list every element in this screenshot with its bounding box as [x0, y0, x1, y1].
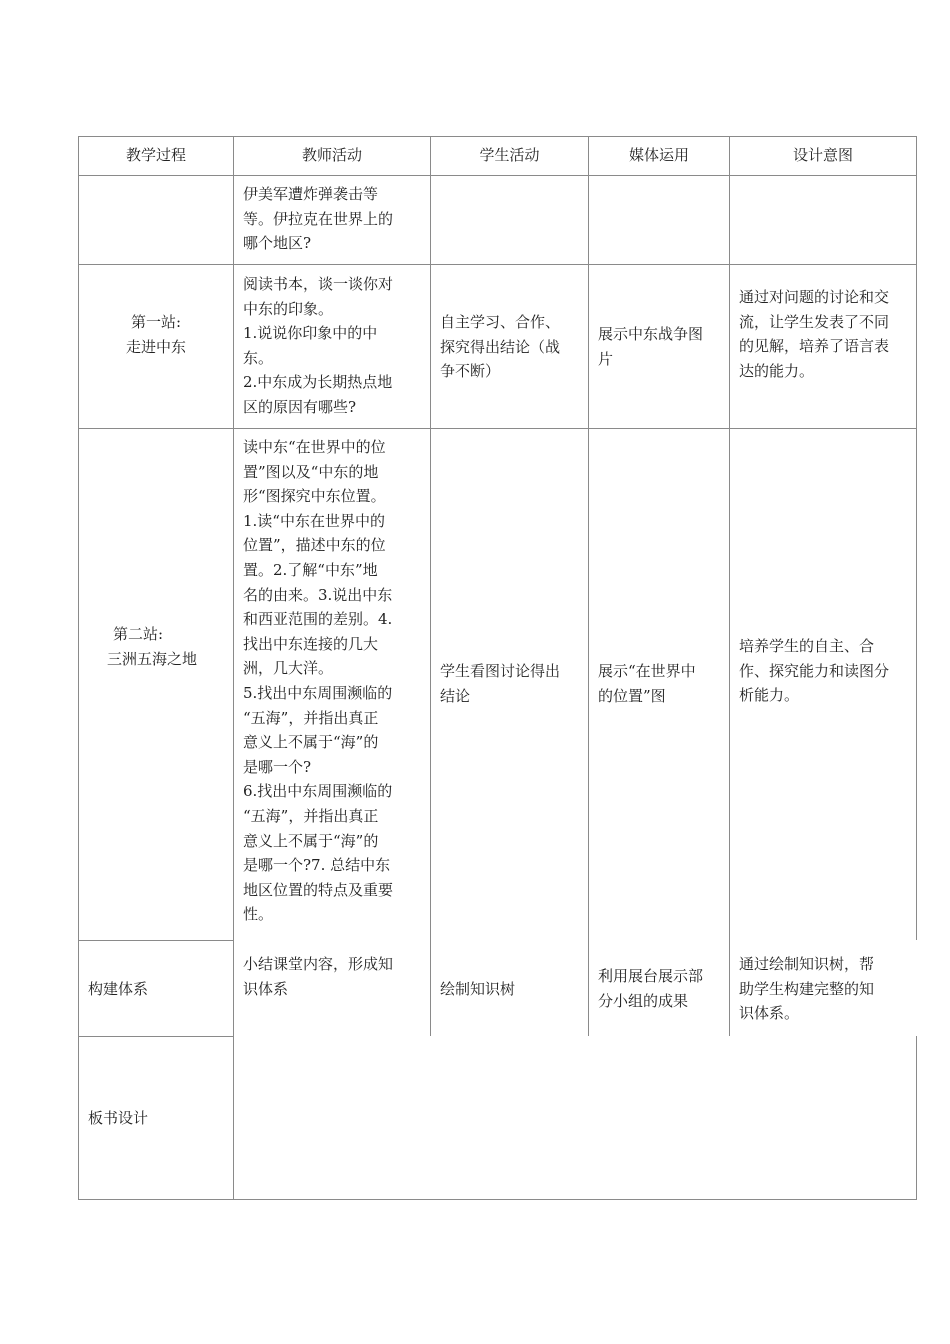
text-line: 板书设计 — [88, 1109, 149, 1127]
row2-student-activity — [440, 310, 585, 384]
row4-teacher-activity — [243, 952, 425, 1001]
text-line: 分小组的成果 — [598, 991, 689, 1010]
row3-stage-divider — [78, 940, 233, 941]
text-line: 识体系。 — [739, 1004, 800, 1023]
text-line: 1.读“中东在世界中的 — [243, 511, 385, 530]
text-line: 意义上不属于“海”的 — [243, 831, 379, 850]
text-line: 东。 — [243, 348, 274, 367]
table-border-top — [78, 136, 917, 137]
row1-teacher-activity — [243, 182, 423, 256]
text-line: 读中东“在世界中的位 — [243, 438, 386, 456]
text-line: “五海”，并指出真正 — [243, 708, 379, 727]
text-line: 达的能力。 — [739, 361, 815, 380]
row2-divider — [78, 428, 917, 429]
row1-divider — [78, 264, 917, 265]
text-line: 意义上不属于“海”的 — [243, 733, 379, 752]
text-line: 区的原因有哪些? — [243, 397, 357, 416]
text-line: 是哪一个?7. 总结中东 — [243, 856, 391, 875]
text-line: 作、探究能力和读图分 — [739, 661, 890, 680]
text-line: 自主学习、合作、 — [440, 313, 561, 331]
row4-divider — [78, 1036, 233, 1037]
text-line: 6.找出中东周围濒临的 — [243, 782, 393, 801]
text-line: 小结课堂内容，形成知 — [243, 955, 394, 973]
text-line: 三洲五海之地 — [107, 649, 198, 668]
text-line: 的见解，培养了语言表 — [739, 337, 890, 356]
table-border-left — [78, 136, 79, 1200]
header-student-activity: 学生活动 — [479, 146, 540, 164]
header-media-use: 媒体运用 — [628, 146, 689, 164]
text-line: 流，让学生发表了不同 — [739, 312, 890, 331]
text-line: 片 — [598, 349, 614, 368]
blackboard-design-area — [234, 1037, 916, 1199]
text-line: 性。 — [243, 905, 274, 924]
col2-divider — [430, 136, 431, 1036]
row4-media-use — [598, 964, 726, 1013]
text-line: 的位置”图 — [598, 686, 666, 705]
text-line: 展示“在世界中 — [598, 662, 696, 680]
text-line: “五海”，并指出真正 — [243, 806, 379, 825]
text-line: 识体系 — [243, 979, 289, 998]
text-line: 伊美军遭炸弹袭击等 — [243, 185, 379, 203]
text-line: 洲，几大洋。 — [243, 659, 334, 678]
text-line: 构建体系 — [88, 980, 149, 998]
row4-stage — [88, 977, 228, 1002]
text-line: 5.找出中东周围濒临的 — [243, 683, 393, 702]
row3-student-activity — [440, 659, 585, 708]
text-line: 哪个地区? — [243, 234, 312, 253]
table-border-right-lower — [916, 1036, 917, 1200]
row2-stage — [79, 310, 233, 359]
text-line: 培养学生的自主、合 — [739, 637, 875, 655]
text-line: 形“图探究中东位置。 — [243, 487, 386, 506]
table-border-bottom — [78, 1199, 917, 1200]
text-line: 名的由来。3.说出中东 — [243, 585, 393, 604]
text-line: 置。2.了解“中东”地 — [243, 560, 378, 579]
text-line: 找出中东连接的几大 — [243, 634, 379, 653]
header-teacher-activity: 教师活动 — [301, 146, 362, 164]
text-line: 走进中东 — [125, 337, 186, 356]
text-line: 通过对问题的讨论和交 — [739, 288, 890, 306]
text-line: 争不断） — [440, 362, 501, 381]
text-line: 探究得出结论（战 — [440, 337, 561, 356]
text-line: 1.说说你印象中的中 — [243, 324, 378, 343]
row4-design-intent — [739, 952, 914, 1026]
text-line: 阅读书本，谈一谈你对 — [243, 275, 394, 293]
text-line: 学生看图讨论得出 — [440, 662, 561, 680]
text-line: 置”图以及“中东的地 — [243, 462, 379, 481]
text-line: 析能力。 — [739, 686, 800, 705]
row2-teacher-activity — [243, 272, 423, 420]
row5-stage — [88, 1106, 228, 1131]
text-line: 助学生构建完整的知 — [739, 979, 875, 998]
header-divider — [78, 175, 917, 176]
col3-divider — [588, 136, 589, 1036]
text-line: 等。伊拉克在世界上的 — [243, 209, 394, 228]
row3-media-use — [598, 659, 726, 708]
col4-divider — [729, 136, 730, 1036]
row3-teacher-activity — [243, 435, 425, 927]
text-line: 第一站: — [130, 313, 182, 331]
text-line: 通过绘制知识树，帮 — [739, 955, 875, 973]
text-line: 地区位置的特点及重要 — [243, 880, 394, 899]
table-border-right-upper — [916, 136, 917, 940]
text-line: 位置”，描述中东的位 — [243, 536, 386, 555]
header-teaching-process: 教学过程 — [125, 146, 186, 164]
row2-design-intent — [739, 285, 914, 383]
text-line: 绘制知识树 — [440, 980, 516, 998]
row2-media-use — [598, 322, 726, 371]
text-line: 和西亚范围的差别。4. — [243, 610, 393, 629]
text-line: 是哪一个? — [243, 757, 312, 776]
text-line: 2.中东成为长期热点地 — [243, 373, 393, 392]
text-line: 第二站: — [113, 625, 164, 643]
text-line: 中东的印象。 — [243, 299, 334, 318]
header-design-intent: 设计意图 — [792, 146, 853, 164]
text-line: 结论 — [440, 686, 471, 705]
text-line: 利用展台展示部 — [598, 967, 704, 985]
row4-student-activity — [440, 977, 585, 1002]
row3-design-intent — [739, 634, 914, 708]
row3-stage — [107, 622, 231, 671]
text-line: 展示中东战争图 — [598, 325, 704, 343]
